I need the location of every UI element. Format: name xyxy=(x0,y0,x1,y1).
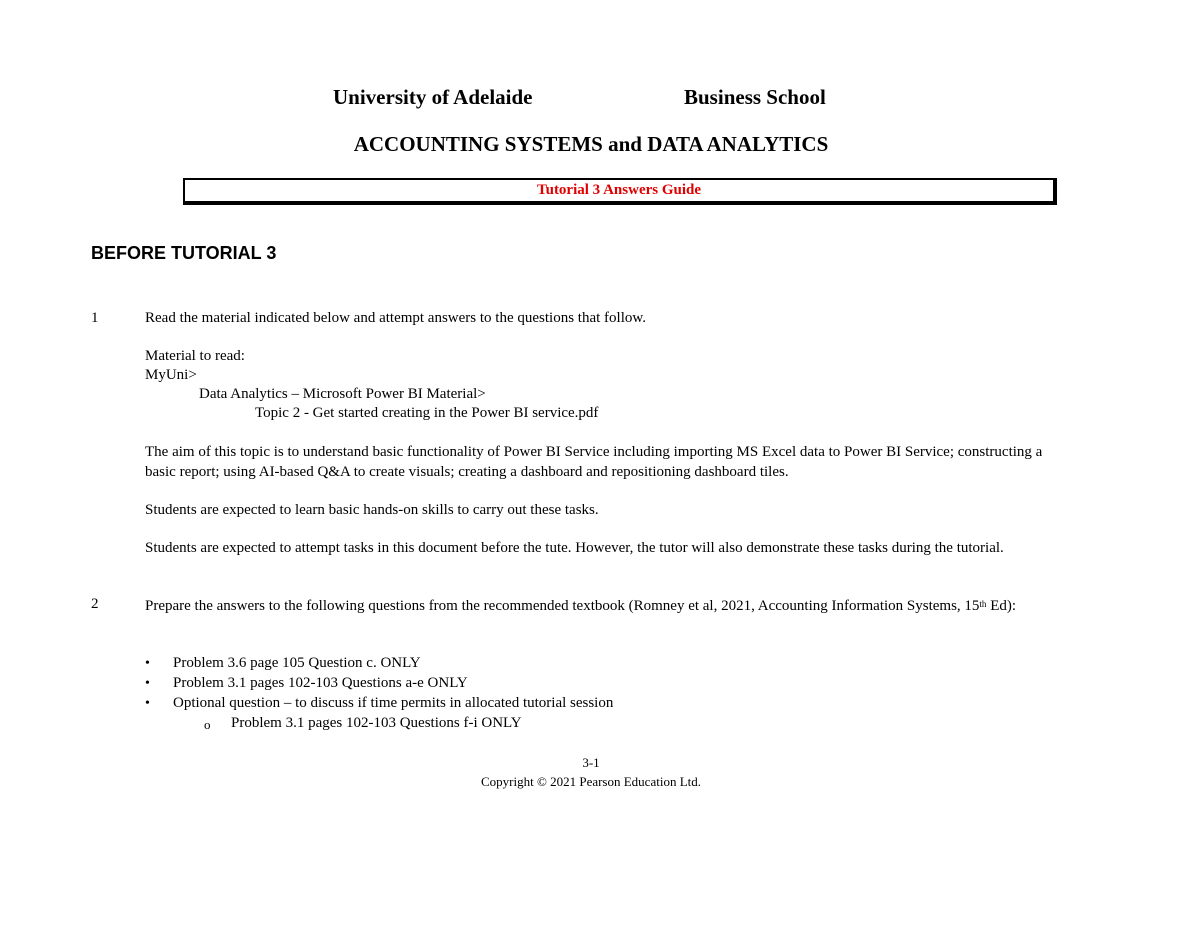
material-path-folder: Data Analytics – Microsoft Power BI Material> xyxy=(199,386,486,402)
item2-intro-text: Prepare the answers to the following questions from the recommended textbook (Romney et al, 2021, Accounting Information Systems, 15 xyxy=(145,598,980,614)
expectation-paragraph-2: Students are expected to attempt tasks in this document before the tute. However, the tutor will also demonstrate these tasks during the tutorial. xyxy=(145,540,1004,556)
bullet-glyph: • xyxy=(145,696,150,711)
school-name: Business School xyxy=(684,85,826,109)
university-name: University of Adelaide xyxy=(333,85,533,109)
tutorial-title-box xyxy=(183,178,1057,205)
bullet-glyph: • xyxy=(145,676,150,691)
item1-intro: Read the material indicated below and attempt answers to the questions that follow. xyxy=(145,310,646,326)
item2-intro xyxy=(145,596,1060,616)
sub-list-item: Problem 3.1 pages 102-103 Questions f-i ONLY xyxy=(231,715,522,731)
list-item: Optional question – to discuss if time permits in allocated tutorial session xyxy=(173,695,614,711)
tutorial-title: Tutorial 3 Answers Guide xyxy=(536,182,702,198)
material-label: Material to read: xyxy=(145,348,245,364)
course-title: ACCOUNTING SYSTEMS and DATA ANALYTICS xyxy=(353,132,829,156)
expectation-paragraph-1: Students are expected to learn basic hands-on skills to carry out these tasks. xyxy=(145,502,599,518)
material-path-myuni: MyUni> xyxy=(145,367,197,383)
item-number-1: 1 xyxy=(91,310,99,326)
item2-intro-tail: Ed): xyxy=(986,598,1017,614)
material-path-file: Topic 2 - Get started creating in the Power BI service.pdf xyxy=(255,405,599,421)
list-item: Problem 3.6 page 105 Question c. ONLY xyxy=(173,655,421,671)
item-number-2: 2 xyxy=(91,596,99,612)
item2-intro-superscript: th xyxy=(979,599,987,609)
list-item: Problem 3.1 pages 102-103 Questions a-e ONLY xyxy=(173,675,468,691)
aim-paragraph: The aim of this topic is to understand basic functionality of Power BI Service including importing MS Excel data to Power BI Service; constructing a basic report; using AI-based Q&A to create visuals; creating a dashboard and repositioning dashboard tiles. xyxy=(145,444,1043,480)
section-heading: BEFORE TUTORIAL 3 xyxy=(91,243,277,263)
sub-bullet-glyph: o xyxy=(204,717,211,732)
bullet-glyph: • xyxy=(145,656,150,671)
copyright-notice: Copyright © 2021 Pearson Education Ltd. xyxy=(480,774,702,789)
page-number: 3-1 xyxy=(582,755,600,770)
